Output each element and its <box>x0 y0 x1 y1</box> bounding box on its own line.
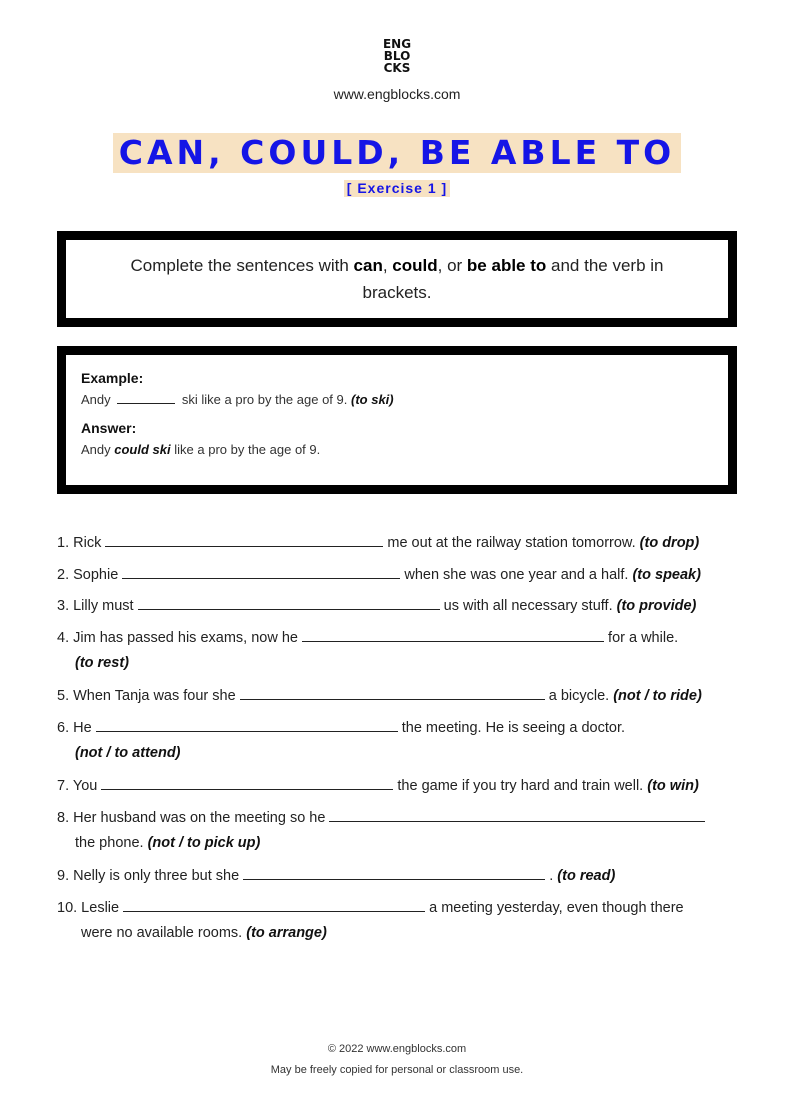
instructions-text: Complete the sentences with can, could, or be able to and the verb in brackets. <box>130 256 664 302</box>
logo-line: BLO <box>383 49 411 63</box>
answer-blank-6[interactable] <box>96 717 398 732</box>
question-8-continuation: the phone. (not / to pick up) <box>75 835 261 851</box>
example-blank <box>117 391 175 404</box>
question-4: 4. Jim has passed his exams, now he for a while. <box>57 627 737 647</box>
question-7: 7. You the game if you try hard and train well. (to win) <box>57 775 737 795</box>
answer-blank-9[interactable] <box>243 865 545 880</box>
question-4-hint: (to rest) <box>75 655 129 671</box>
answer-sentence: Andy could ski like a pro by the age of 9. <box>81 442 321 457</box>
example-box <box>57 346 737 494</box>
engblocks-logo <box>0 38 794 74</box>
answer-label: Answer: <box>81 420 137 436</box>
question-5: 5. When Tanja was four she a bicycle. (not / to ride) <box>57 685 737 705</box>
example-sentence: Andy ski like a pro by the age of 9. (to ski) <box>81 392 394 407</box>
answer-blank-7[interactable] <box>101 775 393 790</box>
question-2: 2. Sophie when she was one year and a half. (to speak) <box>57 564 737 584</box>
question-1: 1. Rick me out at the railway station tomorrow. (to drop) <box>57 532 737 552</box>
question-6: 6. He the meeting. He is seeing a doctor. <box>57 717 737 737</box>
answer-blank-2[interactable] <box>122 564 400 579</box>
answer-blank-10[interactable] <box>123 897 425 912</box>
answer-blank-4[interactable] <box>302 627 604 642</box>
question-9: 9. Nelly is only three but she . (to read) <box>57 865 737 885</box>
question-10: 10. Leslie a meeting yesterday, even though there <box>57 897 737 917</box>
exercise-subtitle: [ Exercise 1 ] <box>344 180 450 197</box>
question-8: 8. Her husband was on the meeting so he <box>57 807 737 827</box>
logo-line: ENG <box>382 37 412 51</box>
logo-line: CKS <box>383 61 411 75</box>
footer-copyright: © 2022 www.engblocks.com <box>327 1043 467 1055</box>
question-10-continuation: were no available rooms. (to arrange) <box>81 925 327 941</box>
answer-blank-5[interactable] <box>240 685 545 700</box>
worksheet-title: CAN, COULD, BE ABLE TO <box>113 133 681 173</box>
question-6-hint: (not / to attend) <box>75 745 181 761</box>
answer-blank-8[interactable] <box>329 807 705 822</box>
question-3: 3. Lilly must us with all necessary stuff. (to provide) <box>57 595 737 615</box>
footer-note: May be freely copied for personal or classroom use. <box>270 1064 524 1076</box>
answer-blank-3[interactable] <box>138 595 440 610</box>
instructions-box <box>57 231 737 327</box>
example-label: Example: <box>81 370 144 386</box>
site-url[interactable]: www.engblocks.com <box>333 86 461 102</box>
answer-blank-1[interactable] <box>105 532 383 547</box>
